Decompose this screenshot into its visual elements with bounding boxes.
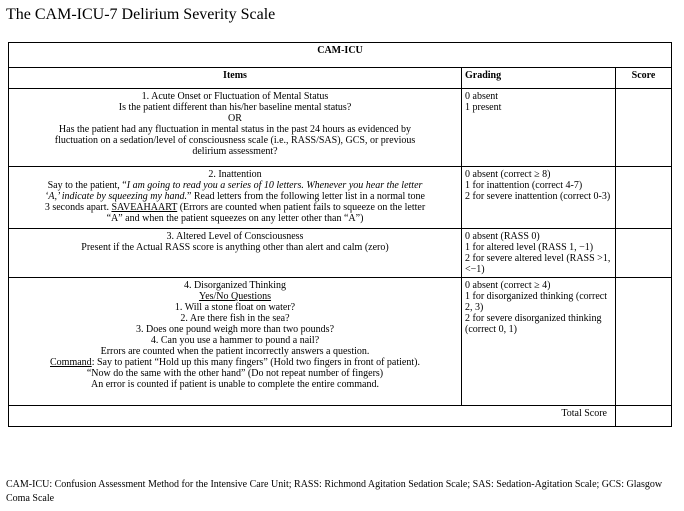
letters-suffix: (Errors are counted when patient fails to squeeze on the letter	[177, 202, 426, 213]
score-cell-4[interactable]	[616, 278, 672, 406]
command-line: “Now do the same with the other hand” (Do not repeat number of fingers)	[86, 368, 384, 379]
letter-list: SAVEAHAART	[111, 202, 178, 213]
item-acute-onset	[9, 89, 462, 167]
question-line: 2. Are there fish in the sea?	[180, 313, 290, 324]
table-row	[9, 278, 672, 406]
item-line: 1. Acute Onset or Fluctuation of Mental Status	[141, 91, 329, 102]
grading-disorganized-thinking	[462, 278, 616, 406]
command-line: An error is counted if patient is unable to complete the entire command.	[91, 379, 379, 390]
item-line	[12, 180, 458, 191]
grading-line: 2 for severe inattention (correct 0-3)	[465, 191, 611, 202]
command-line	[12, 357, 458, 368]
total-row	[9, 406, 672, 427]
grading-line: 0 absent (RASS 0)	[465, 231, 540, 242]
item-line: OR	[228, 113, 242, 124]
item-heading: 3. Altered Level of Consciousness	[166, 231, 304, 242]
say-suffix: ” Read letters from the following letter list in a normal tone	[186, 191, 425, 202]
item-line	[12, 202, 458, 213]
grading-consciousness	[462, 229, 616, 278]
table-row	[9, 89, 672, 167]
score-cell-2[interactable]	[616, 167, 672, 229]
say-italic: ‘A,’ indicate by squeezing my hand.	[45, 191, 187, 202]
item-line: Present if the Actual RASS score is anything other than alert and calm (zero)	[81, 242, 389, 253]
grading-line: 0 absent (correct ≥ 4)	[465, 280, 551, 291]
grading-line: 1 for altered level (RASS 1, −1)	[465, 242, 594, 253]
header-grading: Grading	[462, 68, 616, 89]
item-line: Has the patient had any fluctuation in mental status in the past 24 hours as evidenced by	[58, 124, 412, 135]
score-cell-1[interactable]	[616, 89, 672, 167]
table-caption: CAM-ICU	[9, 43, 672, 68]
question-line: 3. Does one pound weigh more than two pounds?	[135, 324, 335, 335]
item-heading: 2. Inattention	[208, 169, 262, 180]
grading-line: 2 for severe disorganized thinking (correct 0, 1)	[465, 313, 602, 335]
grading-line: 1 for inattention (correct 4-7)	[465, 180, 583, 191]
say-italic: I am going to read you a series of 10 letters. Whenever you hear the letter	[126, 180, 423, 191]
item-line: “A” and when the patient squeezes on any letter other than “A”)	[106, 213, 364, 224]
score-cell-3[interactable]	[616, 229, 672, 278]
header-score: Score	[616, 68, 672, 89]
grading-line: 1 for disorganized thinking (correct 2, 3)	[465, 291, 607, 313]
header-items: Items	[9, 68, 462, 89]
item-subheading: Yes/No Questions	[198, 291, 272, 302]
grading-line: 0 absent	[465, 91, 499, 102]
table-row	[9, 167, 672, 229]
total-score-label: Total Score	[9, 406, 616, 427]
item-consciousness	[9, 229, 462, 278]
item-line: delirium assessment?	[192, 146, 278, 157]
grading-line: 0 absent (correct ≥ 8)	[465, 169, 551, 180]
command-text: : Say to patient “Hold up this many fingers” (Hold two fingers in front of patient).	[91, 357, 420, 368]
page-title: The CAM-ICU-7 Delirium Severity Scale	[6, 6, 276, 23]
say-prefix: Say to the patient, “	[47, 180, 127, 191]
item-heading: 4. Disorganized Thinking	[183, 280, 287, 291]
grading-acute-onset	[462, 89, 616, 167]
item-line: fluctuation on a sedation/level of consciousness scale (i.e., RASS/SAS), GCS, or previous	[54, 135, 416, 146]
grading-line: 2 for severe altered level (RASS >1, <−1)	[465, 253, 611, 275]
item-inattention	[9, 167, 462, 229]
letters-prefix: 3 seconds apart.	[44, 202, 112, 213]
table-row	[9, 229, 672, 278]
item-line	[12, 191, 458, 202]
item-line: Is the patient different than his/her baseline mental status?	[118, 102, 352, 113]
command-label: Command	[50, 357, 92, 368]
total-score-cell[interactable]	[616, 406, 672, 427]
grading-inattention	[462, 167, 616, 229]
errors-note: Errors are counted when the patient incorrectly answers a question.	[100, 346, 370, 357]
cam-icu-table	[8, 42, 672, 427]
item-disorganized-thinking	[9, 278, 462, 406]
grading-line: 1 present	[465, 102, 502, 113]
question-line: 1. Will a stone float on water?	[174, 302, 296, 313]
footnote: CAM-ICU: Confusion Assessment Method for the Intensive Care Unit; RASS: Richmond Agitation Sedation Scale; SAS: Sedation-Agitation Scale; GCS: Glasgow Coma Scale	[6, 479, 663, 504]
question-line: 4. Can you use a hammer to pound a nail?	[150, 335, 320, 346]
